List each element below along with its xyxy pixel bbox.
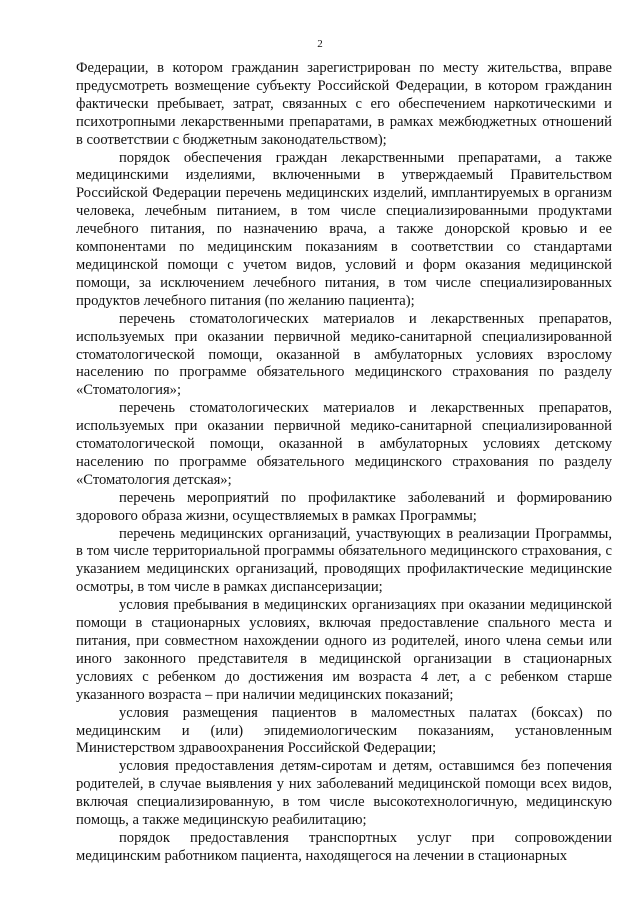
document-body <box>76 60 612 866</box>
page-number: 2 <box>317 38 323 50</box>
paragraph: условия размещения пациентов в маломестных палатах (боксах) по медицинским и (или) эпидемиологическим показаниям, установленным Министерством здравоохранения Российской Федерации; <box>76 704 612 757</box>
paragraph: порядок предоставления транспортных услуг при сопровождении медицинским работником пациента, находящегося на лечении в стационарных <box>76 829 612 864</box>
paragraph: перечень стоматологических материалов и лекарственных препаратов, используемых при оказании первичной медико-санитарной специализированной стоматологической помощи, оказанной в амбулаторных условиях взрослому населению по программе обязательного медицинского страхования по разделу «Стоматология»; <box>76 310 612 399</box>
paragraph: условия предоставления детям-сиротам и детям, оставшимся без попечения родителей, в случае выявления у них заболеваний медицинской помощи всех видов, включая специализированную, в том числе высокотехнологичную, медицинскую помощь, а также медицинскую реабилитацию; <box>76 758 612 829</box>
paragraph: перечень медицинских организаций, участвующих в реализации Программы, в том числе территориальной программы обязательного медицинского страхования, с указанием медицинских организаций, проводящих профилактические медицинские осмотры, в том числе в рамках диспансеризации; <box>76 525 612 596</box>
paragraph: порядок обеспечения граждан лекарственными препаратами, а также медицинскими изделиями, включенными в утверждаемый Правительством Российской Федерации перечень медицинских изделий, имплантируемых в организм человека, лечебным питанием, в том числе специализированными продуктами лечебного питания, по назначению врача, а также донорской кровью и ее компонентами по медицинским показаниям в соответствии со стандартами медицинской помощи с учетом видов, условий и форм оказания медицинской помощи, за исключением лечебного питания, в том числе специализированных продуктов лечебного питания (по желанию пациента); <box>76 149 612 309</box>
paragraph: перечень стоматологических материалов и лекарственных препаратов, используемых при оказании первичной медико-санитарной специализированной стоматологической помощи, оказанной в амбулаторных условиях детскому населению по программе обязательного медицинского страхования по разделу «Стоматология детская»; <box>76 400 612 488</box>
paragraph: Федерации, в котором гражданин зарегистрирован по месту жительства, вправе предусмотреть возмещение субъекту Российской Федерации, в котором гражданин фактически пребывает, затрат, связанных с его обеспечением наркотическими и психотропными лекарственными препаратами, в рамках межбюджетных отношений в соответствии с бюджетным законодательством); <box>76 60 612 148</box>
paragraph: условия пребывания в медицинских организациях при оказании медицинской помощи в стационарных условиях, включая предоставление спального места и питания, при совместном нахождении одного из родителей, иного члена семьи или иного законного представителя в медицинской организации в стационарных условиях с ребенком до достижения им возраста 4 лет, а с ребенком старше указанного возраста – при наличии медицинских показаний; <box>76 597 612 703</box>
paragraph: перечень мероприятий по профилактике заболеваний и формированию здорового образа жизни, осуществляемых в рамках Программы; <box>76 489 612 524</box>
